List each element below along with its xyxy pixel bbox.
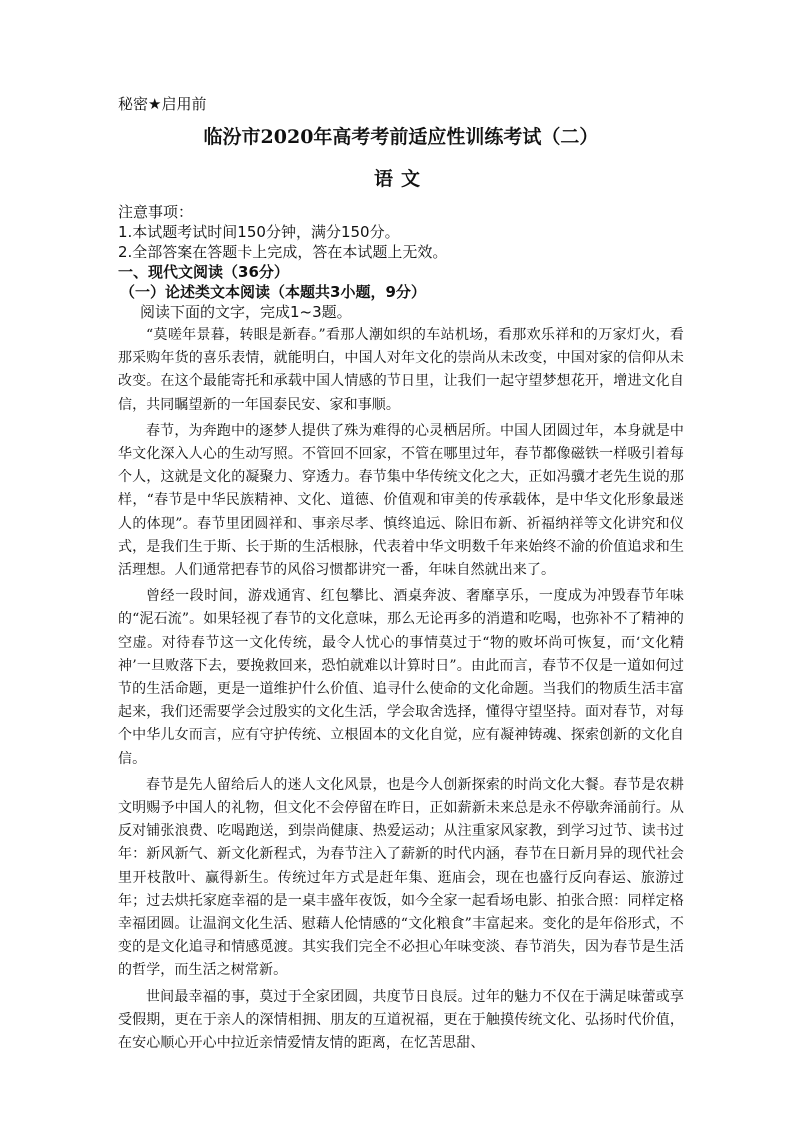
exam-page: [118, 94, 684, 1058]
passage-paragraph-3: 曾经一段时间，游戏通宵、红包攀比、酒桌奔波、奢靡享乐，一度成为冲毁春节年味的“泥石流”。如果轻视了春节的文化意味，那么无论再多的消遣和吃喝，也弥补不了精神的空虚。对待春节这一文化传统，最令人忧心的事情莫过于“物的败坏尚可恢复，而‘文化精神’一旦败落下去，要挽救回来，恐怕就难以计算时日”。由此而言，春节不仅是一道如何过节的生活命题，更是一道维护什么价值、追寻什么使命的文化命题。当我们的物质生活丰富起来，我们还需要学会过殷实的文化生活，学会取舍选择，懂得守望坚持。面对春节，对每个中华儿女而言，应有守护传统、立根固本的文化自觉，应有凝神铸魂、探索创新的文化自信。: [118, 588, 684, 767]
subsection-heading: （一）论述类文本阅读（本题共3小题，9分）: [120, 283, 426, 301]
subject-title: 语文: [373, 168, 428, 190]
confidential-label: 秘密★启用前: [118, 95, 207, 113]
passage-paragraph-4: 春节是先人留给后人的迷人文化风景，也是今人创新探索的时尚文化大餐。春节是农耕文明赐予中国人的礼物，但文化不会停留在昨日，正如薪新未来总是永不停歇奔涌前行。从反对铺张浪费、吃喝跑送，到崇尚健康、热爱运动；从注重家风家教，到学习过节、读书过年：新风新气、新文化新程式，为春节注入了薪新的时代内涵，春节在日新月异的现代社会里开枝散叶、赢得新生。传统过年方式是赶年集、逛庙会，现在也盛行反向春运、旅游过年；过去烘托家庭幸福的是一桌丰盛年夜饭，如今全家一起看场电影、拍张合照：同样定格幸福团圆。让温润文化生活、慰藉人伦情感的“文化粮食”丰富起来。变化的是年俗形式，不变的是文化追寻和情感觅渡。其实我们完全不必担心年味变淡、春节消失，因为春节是生活的哲学，而生活之树常新。: [118, 776, 684, 979]
reading-instruction: 阅读下面的文字，完成1~3题。: [140, 303, 352, 321]
passage-paragraph-5: 世间最幸福的事，莫过于全家团圆，共度节日良辰。过年的魅力不仅在于满足味蕾或享受假期，更在于亲人的深情相拥、朋友的互道祝福，更在于触摸传统文化、弘扬时代价值，在安心顺心开心中拉近亲情爱情友情的距离，在忆苦思甜、: [118, 988, 684, 1052]
passage-paragraph-2: 春节，为奔跑中的逐梦人提供了殊为难得的心灵栖居所。中国人团圆过年，本身就是中华文化深入人心的生动写照。不管回不回家，不管在哪里过年，春节都像磁铁一样吸引着每个人，这就是文化的凝聚力、穿透力。春节集中华传统文化之大，正如冯骥才老先生说的那样，“春节是中华民族精神、文化、道德、价值观和审美的传承载体，是中华文化形象最迷人的体现”。春节里团圆祥和、事亲尽孝、慎终追远、除旧布新、祈福纳祥等文化讲究和仪式，是我们生于斯、长于斯的生活根脉，代表着中华文明数千年来始终不渝的价值追求和生活理想。人们通常把春节的风俗习惯都讲究一番，年味自然就出来了。: [118, 422, 684, 579]
section-heading: 一、现代文阅读（36分）: [118, 263, 289, 281]
notice-item-2: 2.全部答案在答题卡上完成，答在本试题上无效。: [118, 243, 448, 261]
exam-title: 临汾市2020年高考考前适应性训练考试（二）: [203, 126, 599, 148]
notice-item-1: 1.本试题考试时间150分钟，满分150分。: [118, 223, 400, 241]
notice-heading: 注意事项：: [118, 203, 194, 221]
passage-paragraph-1: “莫嗟年景暮，转眼是新春。”看那人潮如织的车站机场，看那欢乐祥和的万家灯火，看那采购年货的喜乐表情，就能明白，中国人对年文化的崇尚从未改变，中国对家的信仰从未改变。在这个最能寄托和承载中国人情感的节日里，让我们一起守望梦想花开，增进文化自信，共同瞩望新的一年国泰民安、家和事顺。: [118, 327, 684, 413]
